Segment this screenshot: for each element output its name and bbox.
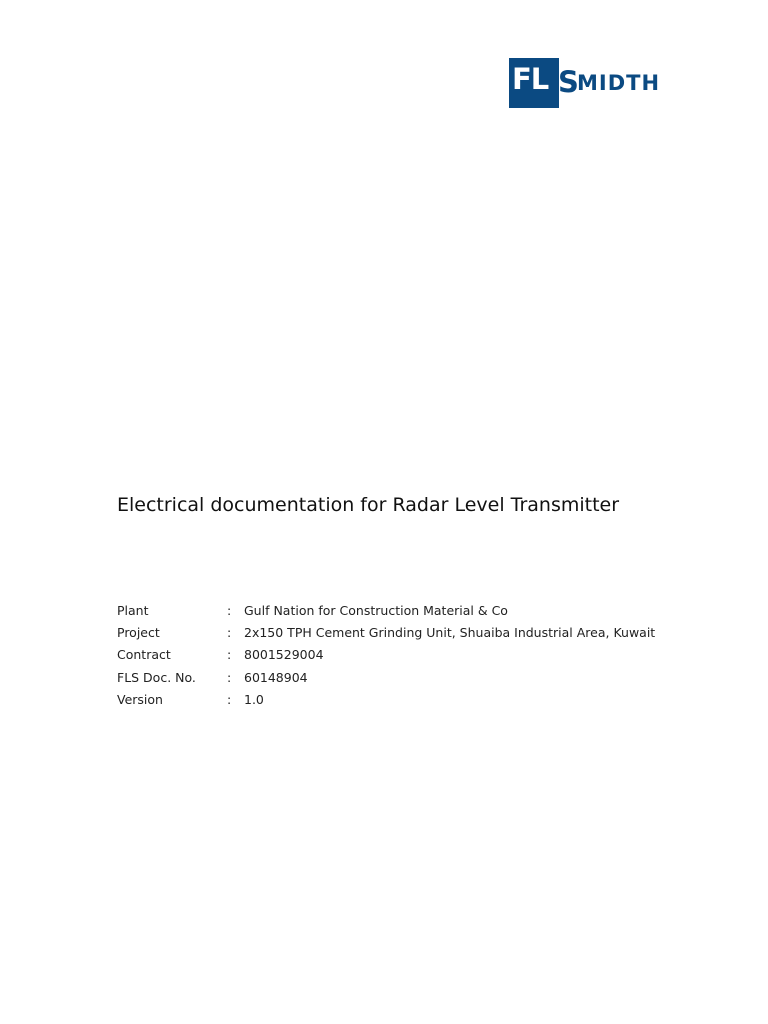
info-row-doc-number [117,668,655,690]
info-row-project [117,623,655,645]
logo-text-midth: MIDTH [577,71,661,95]
logo-text-s: S [558,65,579,99]
info-label: Project [117,625,160,641]
company-logo [509,58,661,108]
info-label: Plant [117,603,149,618]
info-separator: : [227,603,232,618]
info-separator: : [227,669,232,685]
info-separator: : [227,625,232,641]
logo-text-fl: FL [512,62,549,96]
document-title: Electrical documentation for Radar Level Transmitter [117,494,620,516]
info-label: Version [117,691,163,707]
info-row-contract [117,645,655,667]
info-value: 1.0 [244,691,264,707]
info-separator: : [227,647,232,663]
document-info-table [117,601,655,712]
info-value: 60148904 [244,669,308,685]
info-label: FLS Doc. No. [117,669,196,685]
info-row-plant [117,601,655,623]
info-row-version [117,690,655,712]
info-value: Gulf Nation for Construction Material & Co [244,603,508,618]
info-value: 2x150 TPH Cement Grinding Unit, Shuaiba Industrial Area, Kuwait [244,625,656,641]
logo-box [509,58,661,108]
info-label: Contract [117,647,171,663]
info-value: 8001529004 [244,647,324,663]
info-separator: : [227,691,232,707]
